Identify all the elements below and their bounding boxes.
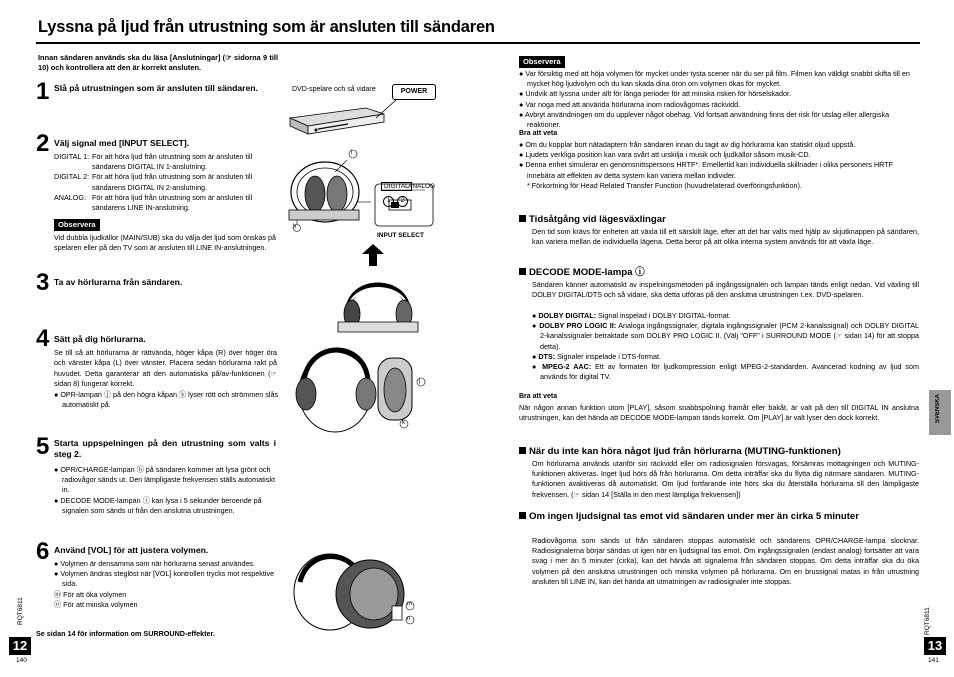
power-label: POWER [392,84,436,100]
title-rule [36,42,920,44]
intro-text: Innan sändaren används ska du läsa [Anslutningar] (☞ sidorna 9 till 10) och kontrollera att den är korrekt ansluten. [38,53,278,72]
step-2-observera-badge: Observera [54,219,100,231]
tips2-text: När någon annan funktion utom [PLAY], såsom snabbspolning framåt eller bakåt, är valt på den till DIGITAL IN anslutna utrustningen, kan det hända att DECODE MODE-lampan tänds korrekt. Om [PLAY] är valt lyser den dock korrekt. [519,403,919,423]
dvd-label: DVD-spelare och så vidare [292,86,376,93]
digital-label: DIGITAL [381,182,412,191]
analog-label: ANALOG [408,183,436,190]
decode-mode-list [532,311,919,382]
right-page-small: 141 [928,657,939,664]
left-doc-code: RQT6811 [17,597,24,625]
left-page-number: 12 [9,637,31,655]
headphones-stand-illustration [338,266,418,334]
step-1-number: 1 [36,78,50,105]
left-page-small: 140 [16,657,27,664]
list-item: ● Var försiktig med att höja volymen för mycket under tysta scener när du ser på film. Filmen kan väldigt snabbt skifta till en mycket hög ljudvolym och du kan skada dina öron om volymen ökas för mycket. [519,69,910,89]
list-item: ● Undvik att lyssna under allt för länga perioder för att minska risken för hörselskador. [519,89,792,99]
step-4-title: Sätt på dig hörlurarna. [54,334,146,344]
list-item: ⓜ För att öka volymen [54,589,127,599]
signal-item-digital2: DIGITAL 2: För att höra ljud från utrustning som är ansluten till sändarens DIGITAL IN 2-anslutning. [54,172,253,192]
list-item: ⓝ För att minska volymen [54,599,138,609]
section-muting-title: När du inte kan höra något ljud från hörlurarna (MUTING-funktionen) [519,446,841,458]
section-decode-mode-text: Sändaren känner automatiskt av inspelningsmetoden på ingångssignalen och lampan tänds enligt nedan. Vid växling till DOLBY DIGITAL/DTS och så vidare, ska detta utföras på den anslutna utrustningen t.ex. DVD-spelaren. [532,280,919,300]
marker-j: j [419,378,421,384]
section-mode-switch-title: Tidsåtgång vid lägesväxlingar [519,214,666,226]
section-mode-switch-text: Den tid som krävs för enheten att växla till ett särskilt läge, efter att det har valts med hjälp av skjutknappen på sändaren, kan variera mellan de individuella lägena. Detta beror på att olika interna system används för att växla läge. [532,227,919,247]
list-item: ● DOLBY PRO LOGIC II: Analoga ingångssignaler, digitala ingångssignaler (PCM 2-kanalssignal) och DOLBY DIGITAL 2-kanalssignaler betraktade som DOLBY PRO LOGIC II. (Välj "OFF" i SURROUND MODE (☞ sidan 14) för att stoppa detta). [532,321,919,351]
section-muting-text: Om hörlurarna används utanför sin räckvidd eller om radiosignalen försvagas, försämras mottagningen och MUTING-funktionen aktiveras. Inget ljud hörs då från hörlurarna. Om detta inträffar ska du flytta dig närmare sändaren. MUTING-funktionen avaktiveras då automatiskt. Om ljud fortfarande inte hörs ska du återställa hörlurarna till den lämpligaste frekvensen. (☞ sidan 14 [Ställa in den mest lämpliga frekvensen]) [532,459,919,499]
step-6-number: 6 [36,538,50,565]
list-item: ● MPEG-2 AAC: Ett av formaten för ljudkompression enligt MPEG-2-standarden. Avancerad kodning av ljud som används för digital TV. [532,362,919,382]
square-bullet-icon [519,512,526,519]
section-no-signal-title: Om ingen ljudsignal tas emot vid sändaren under mer än cirka 5 minuter [519,511,919,523]
step-2-title: Välj signal med [INPUT SELECT]. [54,138,190,148]
list-item: ● Avbryt användningen om du upplever något obehag. Vid fortsatt användning finns det risk för utslag eller allergiska reaktioner. [519,109,890,130]
step-1-title: Slå på utrustningen som är ansluten till sändaren. [54,83,258,93]
list-item: * Förkortning för Head Related Transfer Function (huvudrelaterad överföringsfunktion). [527,180,802,190]
marker-i: i [351,150,353,156]
page-title: Lyssna på ljud från utrustning som är ansluten till sändaren [38,18,495,36]
step-2-observera-text: Vid dubbla ljudkällor (MAIN/SUB) ska du välja det ljud som önskas på spelaren eller på den TV som är ansluten till LINE IN-anslutningen. [54,233,276,253]
step-5-bullets [54,465,277,516]
marker-1: 1 [383,196,394,207]
step-6-bullets [54,559,277,610]
square-bullet-icon [519,447,526,454]
step-5-number: 5 [36,433,50,460]
head-headphones-illustration [290,340,430,440]
step-6-title: Använd [VOL] för att justera volymen. [54,545,209,555]
list-item: ● Var noga med att använda hörlurarna inom radiovågornas räckvidd. [519,99,741,109]
language-tab-label: SVENSKA [935,394,941,424]
section-no-signal-text: Radiovågorna som sänds ut från sändaren stoppas automatiskt och sändarens OPR/CHARGE-lampa slocknar. Radiosignalerna börjar sändas ut igen när en ljudsignal tas emot. Om ingångssignalen (endast analog) fortsätter att vara svag i mer än 5 minuter (cirka), kan det hända att signalerna från sändaren stoppas. Om detta inträffar ska du öka volymen på den anslutna utrustningen och minska volymen på hörlurarna. Om en brussignal matas in från utrustning ansluten till LINE IN, kan det hända att utmatningen av radiosignaler inte stoppas. [532,536,919,586]
step-2-signal-list [54,152,279,213]
step-4-text: Se till så att hörlurarna är rättvända, höger kåpa (R) över höger öra och vänster kåpa (L) över vänster. Placera sedan hörlurarna rakt på huvudet. Detta garanterar att den automatiska på/av-funktionen (☞ sidan 8) fungerar korrekt. [54,348,277,388]
step-3-title: Ta av hörlurarna från sändaren. [54,277,183,287]
right-page-number: 13 [924,637,946,655]
tips2-label: Bra att veta [519,393,558,400]
list-item: ● Om du kopplar bort nätadaptern från sändaren innan du tagit av dig hörlurarna kan statiskt oljud uppstå. [519,140,856,149]
marker-m: m [407,601,412,607]
step-5-title: Starta uppspelningen på den utrustning som valts i steg 2. [54,438,276,459]
list-item: ● DTS: Signaler inspelade i DTS-format. [532,351,661,361]
surround-note: Se sidan 14 för information om SURROUND-effekter. [36,629,215,638]
signal-item-analog: ANALOG: För att höra ljud från utrustning som är ansluten till sändarens LINE IN-anslutning. [54,192,253,213]
square-bullet-icon [519,268,526,275]
tips1-list [519,140,919,191]
tips1-label: Bra att veta [519,130,558,137]
marker-h: h [293,224,297,230]
step-4-bullet: ● OPR-lampan ⓙ på den högra kåpan ⓚ lyser rött och strömmen slås automatiskt på. [54,390,279,410]
right-observera-badge: Observera [519,56,565,68]
list-item: ● OPR/CHARGE-lampan ⓗ på sändaren kommer att lysa grönt och radiovågor sänds ut. Den lämpligaste frekvensen ställs automatiskt in. [54,465,275,495]
marker-k: k [402,420,405,426]
square-bullet-icon [519,215,526,222]
lift-arrow-icon [362,244,384,266]
section-decode-mode-title: DECODE MODE-lampa ⓘ [519,267,645,279]
dvd-player-illustration [288,98,388,138]
list-item: ● Denna enhet simulerar en genomsnittspersons HRTF*. Emellertid kan individuella skillnader i olika personers HRTF innebära att effekten av detta system kan variera mellan individer. [519,160,893,180]
input-select-label: INPUT SELECT [377,232,424,239]
step-4-number: 4 [36,325,50,352]
marker-n: n [407,616,411,622]
list-item: ● DECODE MODE-lampan ⓘ kan lysa i 5 sekunder beroende på signalen som sänds ut från den anslutna utrustningen. [54,495,262,515]
list-item: ● Ljudets verkliga position kan vara svårt att urskilja i musik och ljudkällor såsom musik-CD. [519,150,811,160]
step-2-number: 2 [36,130,50,157]
right-doc-code: RQT6811 [924,607,931,635]
step-3-number: 3 [36,269,50,296]
signal-item-digital1: DIGITAL 1: För att höra ljud från utrustning som är ansluten till sändarens DIGITAL IN 1-anslutning. [54,152,253,172]
marker-2: 2 [397,196,408,207]
right-observera-list [519,69,919,130]
language-tab [929,390,951,435]
list-item: ● Volymen ändras steglöst när [VOL] kontrollen trycks mot respektive sida. [54,569,275,589]
list-item: ● Volymen är densamma som när hörlurarna senast användes. [54,559,255,568]
list-item: ● DOLBY DIGITAL: Signal inspelad i DOLBY DIGITAL-format. [532,311,731,320]
